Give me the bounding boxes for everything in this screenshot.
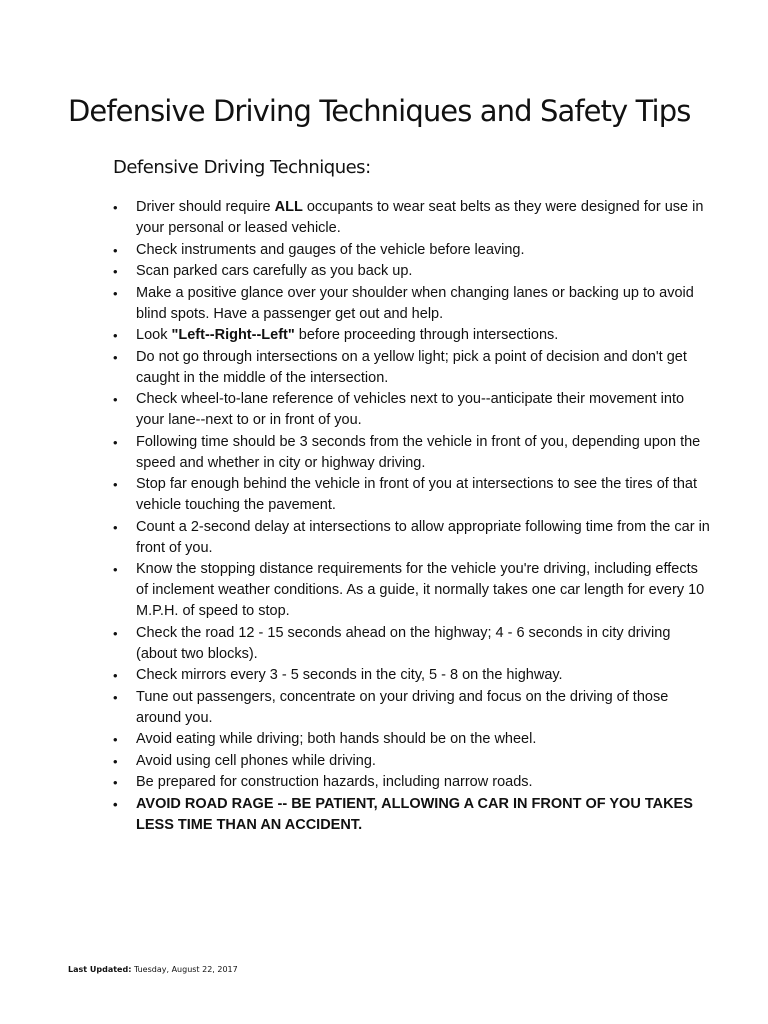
bullet-dot-icon: • [113,434,118,450]
bullet-dot-icon: • [113,477,118,492]
bullet-dot-icon: • [113,242,118,258]
bullet-text [136,667,563,683]
bullet-text [136,796,693,833]
bullet-text-pre: Avoid eating while driving; both hands should be on the wheel. [136,731,537,747]
bullet-dot-icon: • [113,689,118,705]
bullet-text-pre: Check instruments and gauges of the vehicle before leaving. [136,241,525,258]
bullet-text [136,519,710,556]
bullet-text-bold: ALL [274,199,303,215]
bullet-item [113,794,713,836]
bullet-text-pre: Driver should require [136,199,275,215]
bullet-text [136,391,684,428]
bullet-item [113,240,713,261]
bullet-dot-icon: • [113,328,118,343]
bullet-text [136,242,525,258]
bullet-text-pre: Check the road 12 - 15 seconds ahead on the highway; 4 - 6 seconds in city driving (about two blocks). [136,624,671,662]
bullet-item [113,772,713,793]
bullet-dot-icon: • [113,264,118,279]
bullet-text-bold: "Left--Right--Left" [171,327,295,343]
bullet-item [113,665,713,686]
bullet-item [113,559,713,622]
bullet-text-pre: Be prepared for construction hazards, including narrow roads. [136,774,533,790]
bullet-text-bold: AVOID ROAD RAGE -- BE PATIENT, ALLOWING A CAR IN FRONT OF YOU TAKES LESS TIME THAN AN ACCIDENT. [136,795,693,833]
bullet-item [113,283,713,325]
bullet-text [136,753,376,769]
bullet-text [136,434,700,471]
last-updated-label: Last Updated: [68,965,132,974]
bullet-text-pre: Look [136,327,172,343]
bullet-item [113,687,713,729]
bullet-dot-icon: • [113,562,118,577]
bullet-item [113,325,713,346]
bullet-text-pre: Tune out passengers, concentrate on your driving and focus on the driving of those around you. [136,688,669,726]
last-updated-date: Tuesday, August 22, 2017 [133,965,238,974]
bullet-text [136,349,687,386]
bullet-dot-icon: • [113,668,118,683]
bullet-dot-icon: • [113,753,118,769]
bullet-item [113,261,713,282]
document-title: Defensive Driving Techniques and Safety Tips [68,94,691,128]
bullet-dot-icon: • [113,796,118,812]
bullet-dot-icon: • [113,200,118,215]
bullet-text [136,561,704,619]
bullet-text-pre: Know the stopping distance requirements for the vehicle you're driving, including effects of inclement weather conditions. As a guide, it normally takes one car length for every 10 M.P.H. of speed to stop. [136,561,705,619]
bullet-dot-icon: • [113,349,118,365]
bullet-item [113,389,713,431]
bullet-text-pre: Following time should be 3 seconds from the vehicle in front of you, depending upon the speed and whether in city or highway driving. [136,433,701,471]
bullet-text [136,327,558,343]
bullet-text-pre: Check wheel-to-lane reference of vehicles next to you--anticipate their movement into your lane--next to or in front of you. [136,391,685,428]
bullet-item [113,517,713,559]
bullet-text [136,731,536,747]
last-updated-footer [68,965,238,974]
bullet-text-pre: Do not go through intersections on a yellow light; pick a point of decision and don't get caught in the middle of the intersection. [136,348,687,386]
bullet-dot-icon: • [113,625,118,641]
bullet-dot-icon: • [113,392,118,407]
bullet-text-pre: Avoid using cell phones while driving. [136,752,376,769]
bullet-item [113,729,713,750]
bullet-text [136,263,412,279]
bullet-item [113,751,713,772]
bullet-text-pre: Count a 2-second delay at intersections to allow appropriate following time from the car in front of you. [136,518,710,556]
bullet-item [113,432,713,474]
bullet-item [113,474,713,516]
bullet-item [113,347,713,389]
bullet-text-pre: Stop far enough behind the vehicle in front of you at intersections to see the tires of that vehicle touching the pavement. [136,476,698,513]
bullet-text-pre: Scan parked cars carefully as you back up. [136,263,413,279]
section-heading: Defensive Driving Techniques: [113,157,371,178]
bullet-text [136,285,694,322]
bullet-item [113,623,713,665]
bullet-dot-icon: • [113,732,118,747]
bullet-item [113,197,713,239]
bullet-text-pre: Check mirrors every 3 - 5 seconds in the city, 5 - 8 on the highway. [136,667,563,683]
bullet-text [136,476,697,513]
bullet-text [136,689,668,726]
bullet-text [136,625,670,662]
bullet-dot-icon: • [113,519,118,535]
bullet-text-post: occupants to wear seat belts as they were designed for use in your personal or leased vehicle. [136,199,704,236]
bullet-list [113,197,713,836]
bullet-dot-icon: • [113,285,118,301]
bullet-text [136,774,533,790]
bullet-text [136,199,703,236]
bullet-text-pre: Make a positive glance over your shoulder when changing lanes or backing up to avoid blind spots. Have a passenger get out and help. [136,284,694,322]
bullet-dot-icon: • [113,775,118,790]
bullet-text-post: before proceeding through intersections. [294,327,559,343]
